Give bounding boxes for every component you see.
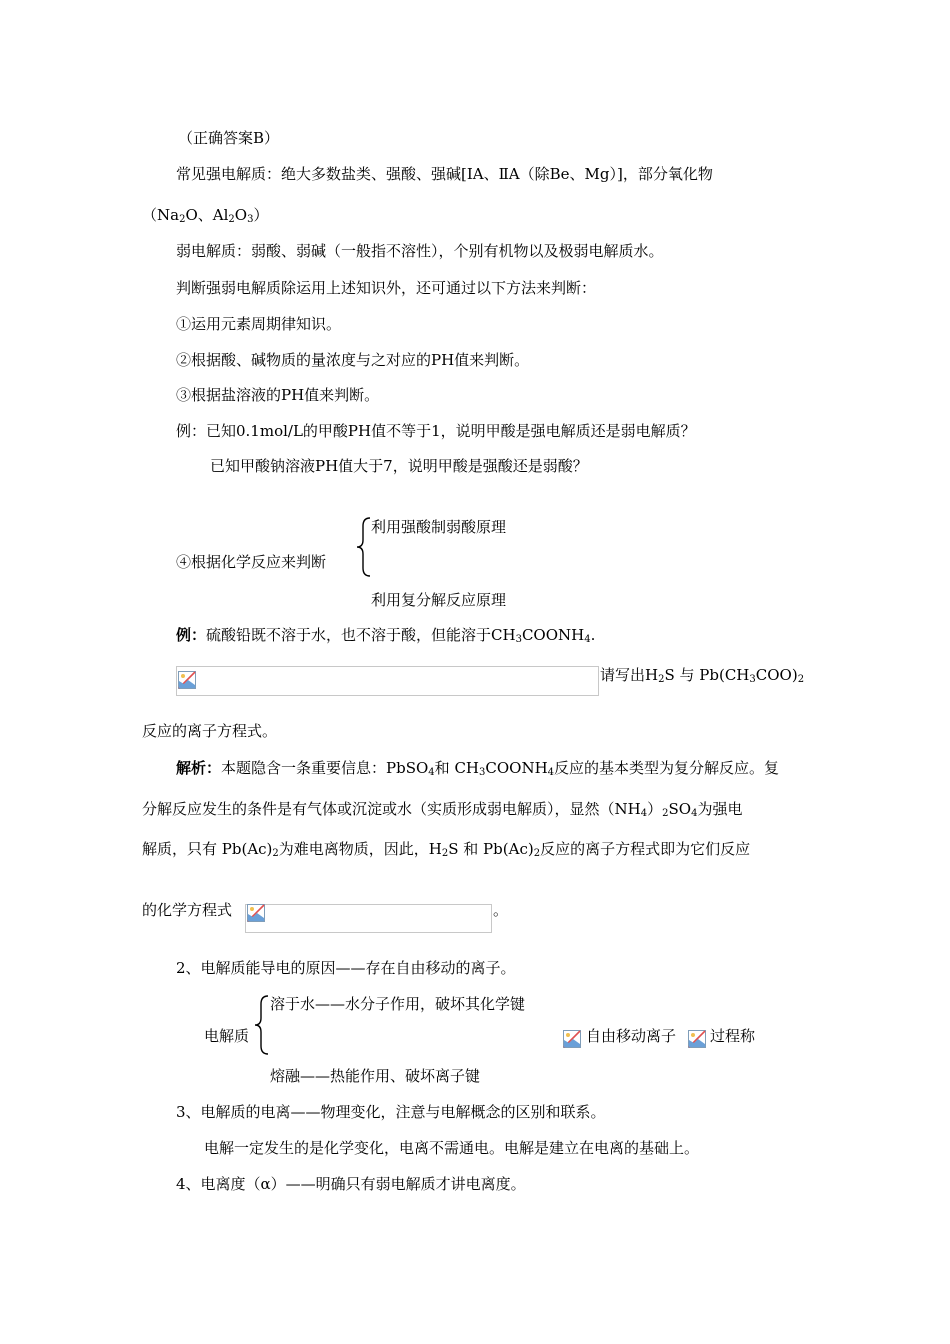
request-line: 请写出$H_2S$ 与 $Pb(CH_3COO)_2$ — [600, 666, 805, 685]
point-3: 3、电解质的电离——物理变化，注意与电解概念的区别和联系。 — [176, 1103, 606, 1121]
strong-electrolyte-line2: （$Na_2O$、$Al_2O_3$） — [142, 206, 269, 225]
broken-image-icon — [688, 1030, 706, 1048]
method4-brace — [356, 516, 372, 578]
analysis-line2: 分解反应发生的条件是有气体或沉淀或水（实质形成弱电解质），显然$(NH_4)_2SO_4$为强电 — [142, 800, 743, 819]
answer-line: （正确答案B） — [178, 129, 280, 147]
method-2: ②根据酸、碱物质的量浓度与之对应的PH值来判断。 — [176, 351, 530, 369]
method4-top: 利用强酸制弱酸原理 — [371, 518, 507, 536]
broken-image-icon — [178, 671, 196, 689]
weak-electrolyte-line: 弱电解质：弱酸、弱碱（一般指不溶性），个别有机物以及极弱电解质水。 — [176, 242, 664, 260]
point-4: 4、电离度（α）——明确只有弱电解质才讲电离度。 — [176, 1175, 526, 1193]
method4-bottom: 利用复分解反应原理 — [371, 591, 507, 609]
analysis-line4-end: 。 — [493, 901, 509, 919]
example-1: 例：已知0.1mol/L的甲酸PH值不等于1，说明甲酸是强电解质还是弱电解质？ — [176, 422, 696, 440]
example-3: 例：硫酸铅既不溶于水，也不溶于酸，但能溶于$CH_3COONH_4$. — [176, 626, 596, 645]
request-tail: 反应的离子方程式。 — [142, 722, 278, 740]
electrolyte-brace — [254, 994, 270, 1056]
equation-image-placeholder — [176, 666, 599, 696]
electrolyte-top: 溶于水——水分子作用，破坏其化学键 — [270, 995, 526, 1013]
point-2: 2、电解质能导电的原因——存在自由移动的离子。 — [176, 959, 516, 977]
electrolyte-mid: 自由移动离子 — [586, 1027, 677, 1045]
electrolyte-end: 过程称 — [710, 1027, 756, 1045]
electrolyte-bottom: 熔融——热能作用、破坏离子键 — [270, 1067, 481, 1085]
analysis-line4-lead: 的化学方程式 — [142, 901, 233, 919]
equation-image-placeholder — [245, 904, 492, 933]
electrolyte-label: 电解质 — [204, 1027, 250, 1045]
analysis-line3: 解质，只有 $Pb(Ac)_2$为难电离物质，因此，$H_2S$ 和 $Pb(Ac)_2$反应的离子方程式即为它们反应 — [142, 840, 751, 859]
strong-electrolyte-line1: 常见强电解质：绝大多数盐类、强酸、强碱[ⅠA、ⅡA（除Be、Mg）]，部分氧化物 — [176, 165, 713, 183]
broken-image-icon — [247, 904, 265, 922]
method4-label: ④根据化学反应来判断 — [176, 553, 327, 571]
method-1: ①运用元素周期律知识。 — [176, 315, 342, 333]
method-3: ③根据盐溶液的PH值来判断。 — [176, 386, 380, 404]
point-3-sub: 电解一定发生的是化学变化，电离不需通电。电解是建立在电离的基础上。 — [204, 1139, 700, 1157]
broken-image-icon — [563, 1030, 581, 1048]
analysis-line1: 解析：本题隐含一条重要信息：PbSO$_4$和 $CH_3COONH_4$反应的基本类型为复分解反应。复 — [176, 759, 780, 778]
example-2: 已知甲酸钠溶液PH值大于7，说明甲酸是强酸还是弱酸？ — [210, 457, 588, 475]
judge-intro: 判断强弱电解质除运用上述知识外，还可通过以下方法来判断： — [176, 279, 597, 297]
